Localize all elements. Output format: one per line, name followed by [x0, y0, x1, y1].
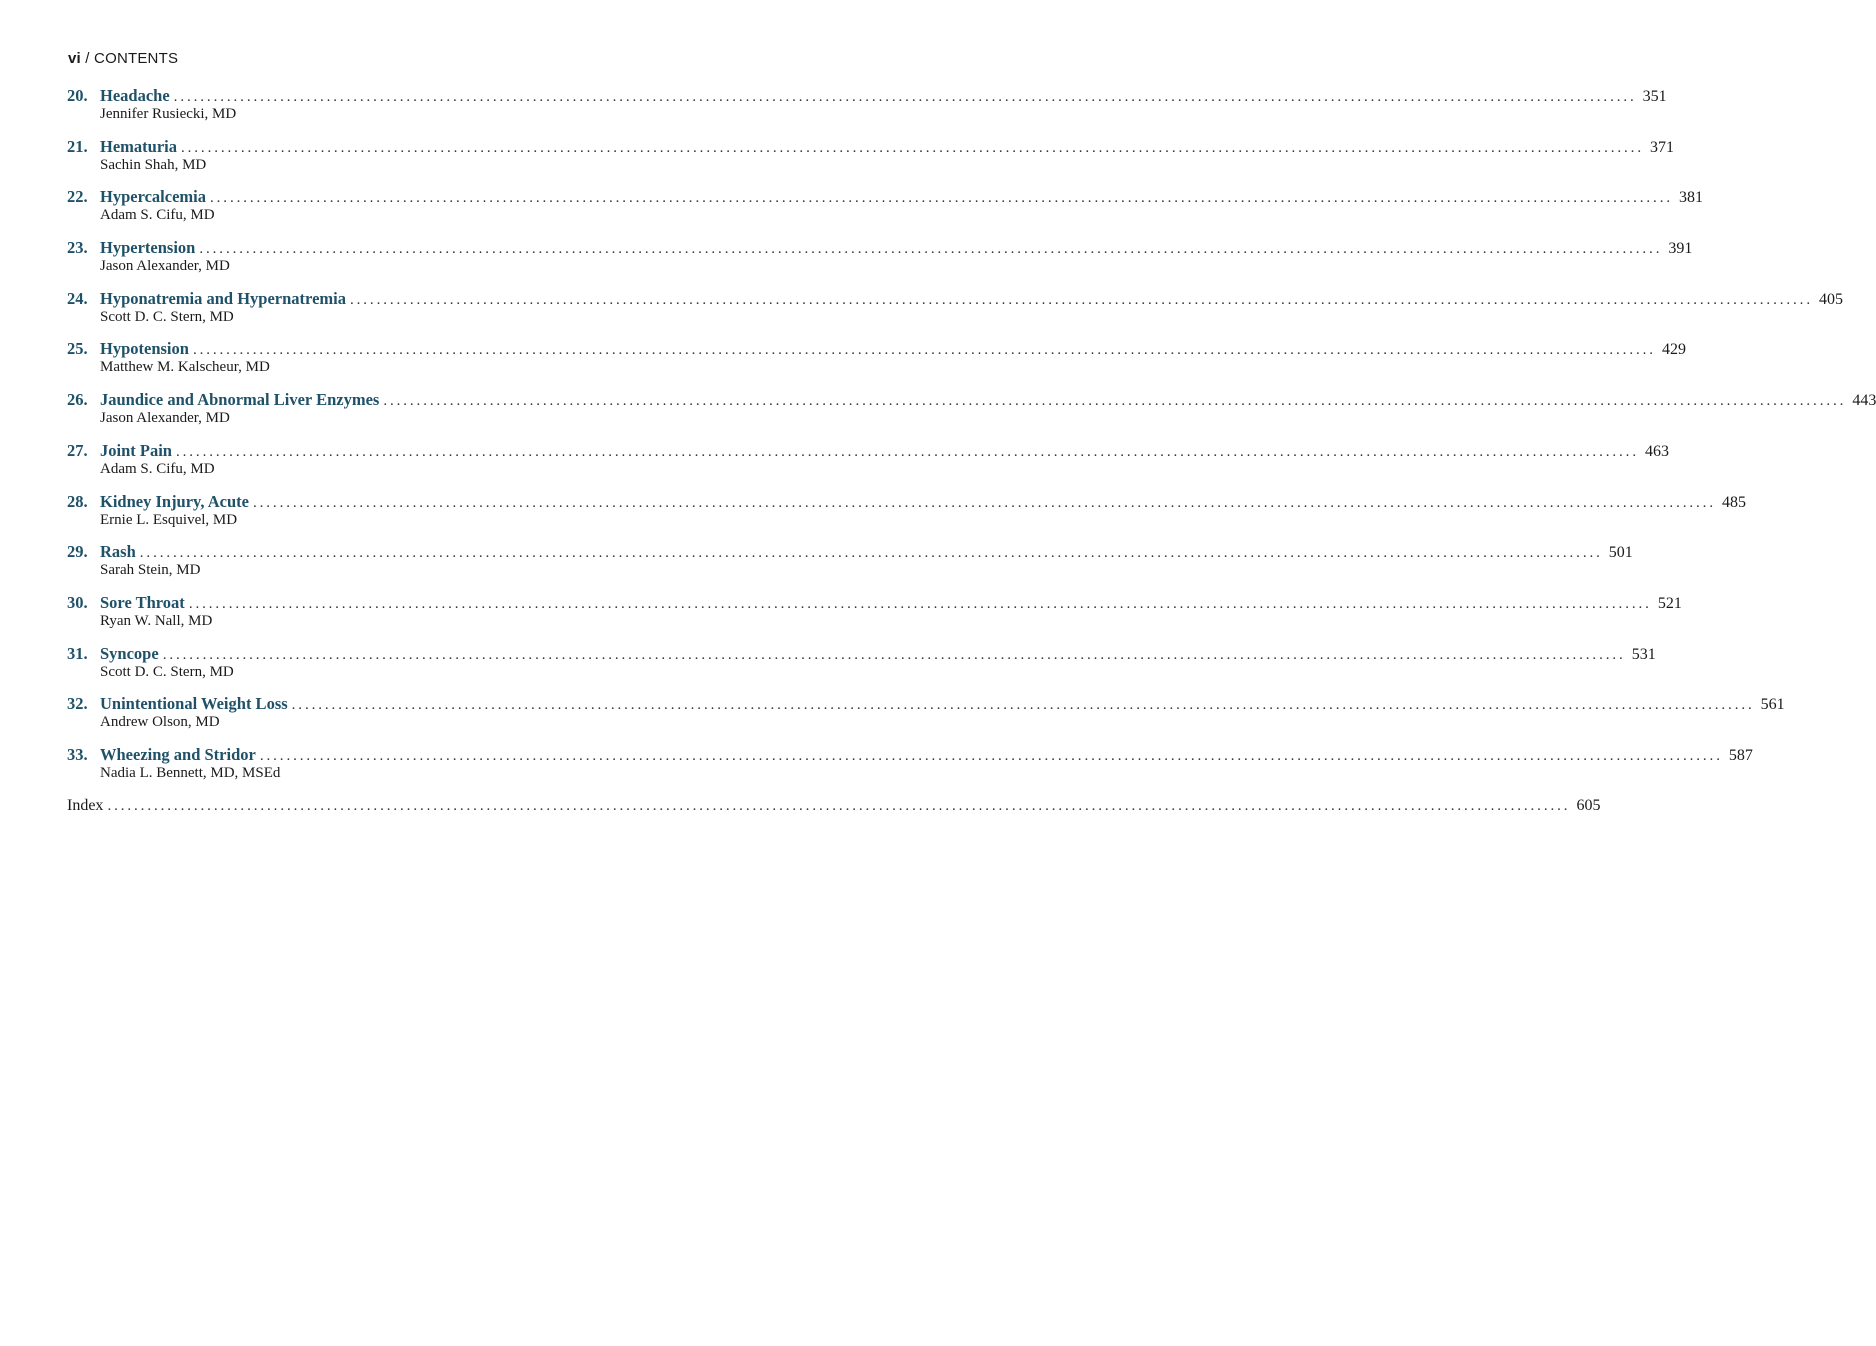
page-number: 381	[1679, 189, 1703, 207]
page-number: 501	[1608, 544, 1633, 562]
chapter-number: 28.	[67, 491, 88, 511]
chapter-title[interactable]: Hypercalcemia	[100, 187, 206, 207]
chapter-title[interactable]: Joint Pain	[100, 440, 172, 460]
chapter-title[interactable]: Hypotension	[100, 339, 189, 359]
toc-entry[interactable]	[67, 86, 1667, 137]
chapter-author: Andrew Olson, MD	[100, 714, 220, 731]
dot-leader: ............................................................................................................................................................................................................................	[252, 494, 1716, 511]
toc-entry[interactable]	[67, 491, 1746, 543]
chapter-number: 26.	[67, 390, 88, 410]
dot-leader: ............................................................................................................................................................................................................................	[291, 697, 1755, 714]
chapter-title[interactable]: Wheezing and Stridor	[100, 744, 256, 764]
chapter-number: 20.	[67, 86, 88, 105]
running-head-separator: /	[85, 50, 90, 67]
dot-leader: ............................................................................................................................................................................................................................	[107, 797, 1571, 814]
toc-entry[interactable]	[67, 542, 1633, 593]
chapter-author: Adam S. Cifu, MD	[100, 207, 215, 224]
toc-entry[interactable]	[67, 339, 1686, 390]
dot-leader: ............................................................................................................................................................................................................................	[383, 393, 1847, 410]
chapter-title[interactable]: Jaundice and Abnormal Liver Enzymes	[100, 390, 380, 410]
chapter-number: 32.	[67, 694, 88, 714]
page-number: 605	[1576, 796, 1601, 814]
chapter-title[interactable]: Hyponatremia and Hypernatremia	[100, 288, 346, 308]
chapter-title[interactable]: Hypertension	[100, 238, 196, 258]
chapter-number: 33.	[67, 744, 88, 764]
chapter-number: 29.	[67, 542, 88, 562]
chapter-number: 31.	[67, 643, 88, 663]
chapter-number: 25.	[67, 339, 88, 359]
index-label[interactable]: Index	[67, 796, 104, 814]
chapter-title[interactable]: Rash	[100, 542, 136, 562]
dot-leader: ............................................................................................................................................................................................................................	[173, 89, 1637, 105]
chapter-number: 21.	[67, 136, 88, 156]
dot-leader: ............................................................................................................................................................................................................................	[180, 139, 1644, 156]
chapter-author: Jennifer Rusiecki, MD	[100, 106, 237, 122]
dot-leader: ............................................................................................................................................................................................................................	[139, 545, 1603, 562]
dot-leader: ............................................................................................................................................................................................................................	[210, 190, 1673, 207]
toc-entry[interactable]	[67, 643, 1656, 695]
toc-entry[interactable]	[67, 136, 1674, 188]
toc-entry[interactable]	[67, 592, 1682, 644]
page-folio: vi	[68, 50, 81, 67]
chapter-number: 24.	[67, 288, 88, 308]
page-number: 371	[1649, 138, 1674, 156]
dot-leader: ............................................................................................................................................................................................................................	[188, 595, 1652, 612]
chapter-number: 23.	[67, 238, 88, 258]
page-number: 587	[1728, 746, 1753, 764]
page-number: 561	[1760, 696, 1785, 714]
chapter-number: 22.	[67, 187, 88, 207]
page-number: 429	[1661, 341, 1686, 359]
chapter-title[interactable]: Kidney Injury, Acute	[100, 491, 249, 511]
toc-entry[interactable]	[67, 744, 1753, 796]
page-number: 521	[1657, 594, 1682, 612]
chapter-author: Ernie L. Esquivel, MD	[100, 511, 238, 528]
chapter-author: Jason Alexander, MD	[100, 258, 230, 275]
page-number: 485	[1721, 493, 1746, 511]
toc-entry[interactable]	[67, 440, 1669, 492]
page-number: 531	[1631, 645, 1656, 663]
chapter-author: Jason Alexander, MD	[100, 410, 230, 427]
running-head-section: CONTENTS	[94, 50, 179, 67]
table-of-contents	[67, 86, 1876, 846]
toc-entry[interactable]	[67, 694, 1785, 745]
chapter-title[interactable]: Headache	[100, 86, 170, 105]
dot-leader: ............................................................................................................................................................................................................................	[349, 291, 1813, 308]
toc-entry[interactable]	[67, 187, 1703, 238]
chapter-author: Nadia L. Bennett, MD, MSEd	[100, 764, 281, 781]
toc-entry[interactable]	[67, 288, 1843, 340]
page-number: 391	[1668, 240, 1693, 258]
toc-index-entry[interactable]	[67, 796, 1601, 847]
toc-entry[interactable]	[67, 390, 1876, 441]
dot-leader: ............................................................................................................................................................................................................................	[192, 342, 1656, 359]
chapter-author: Scott D. C. Stern, MD	[100, 308, 234, 325]
chapter-author: Sarah Stein, MD	[100, 562, 201, 579]
chapter-author: Matthew M. Kalscheur, MD	[100, 359, 270, 376]
chapter-author: Scott D. C. Stern, MD	[100, 663, 234, 680]
chapter-title[interactable]: Sore Throat	[100, 592, 185, 612]
chapter-title[interactable]: Unintentional Weight Loss	[100, 694, 288, 714]
dot-leader: ............................................................................................................................................................................................................................	[199, 241, 1663, 258]
chapter-author: Ryan W. Nall, MD	[100, 612, 213, 629]
chapter-title[interactable]: Syncope	[100, 643, 159, 663]
chapter-author: Sachin Shah, MD	[100, 156, 207, 173]
page-number: 351	[1642, 88, 1667, 105]
page-number: 443	[1852, 392, 1876, 410]
page-number: 463	[1644, 442, 1669, 460]
chapter-number: 27.	[67, 440, 88, 460]
chapter-author: Adam S. Cifu, MD	[100, 460, 215, 477]
chapter-number: 30.	[67, 592, 88, 612]
dot-leader: ............................................................................................................................................................................................................................	[259, 747, 1723, 764]
dot-leader: ............................................................................................................................................................................................................................	[162, 646, 1626, 663]
dot-leader: ............................................................................................................................................................................................................................	[175, 443, 1639, 460]
page-number: 405	[1818, 290, 1843, 308]
toc-entry[interactable]	[67, 238, 1693, 289]
chapter-title[interactable]: Hematuria	[100, 136, 177, 156]
running-head	[68, 50, 178, 67]
